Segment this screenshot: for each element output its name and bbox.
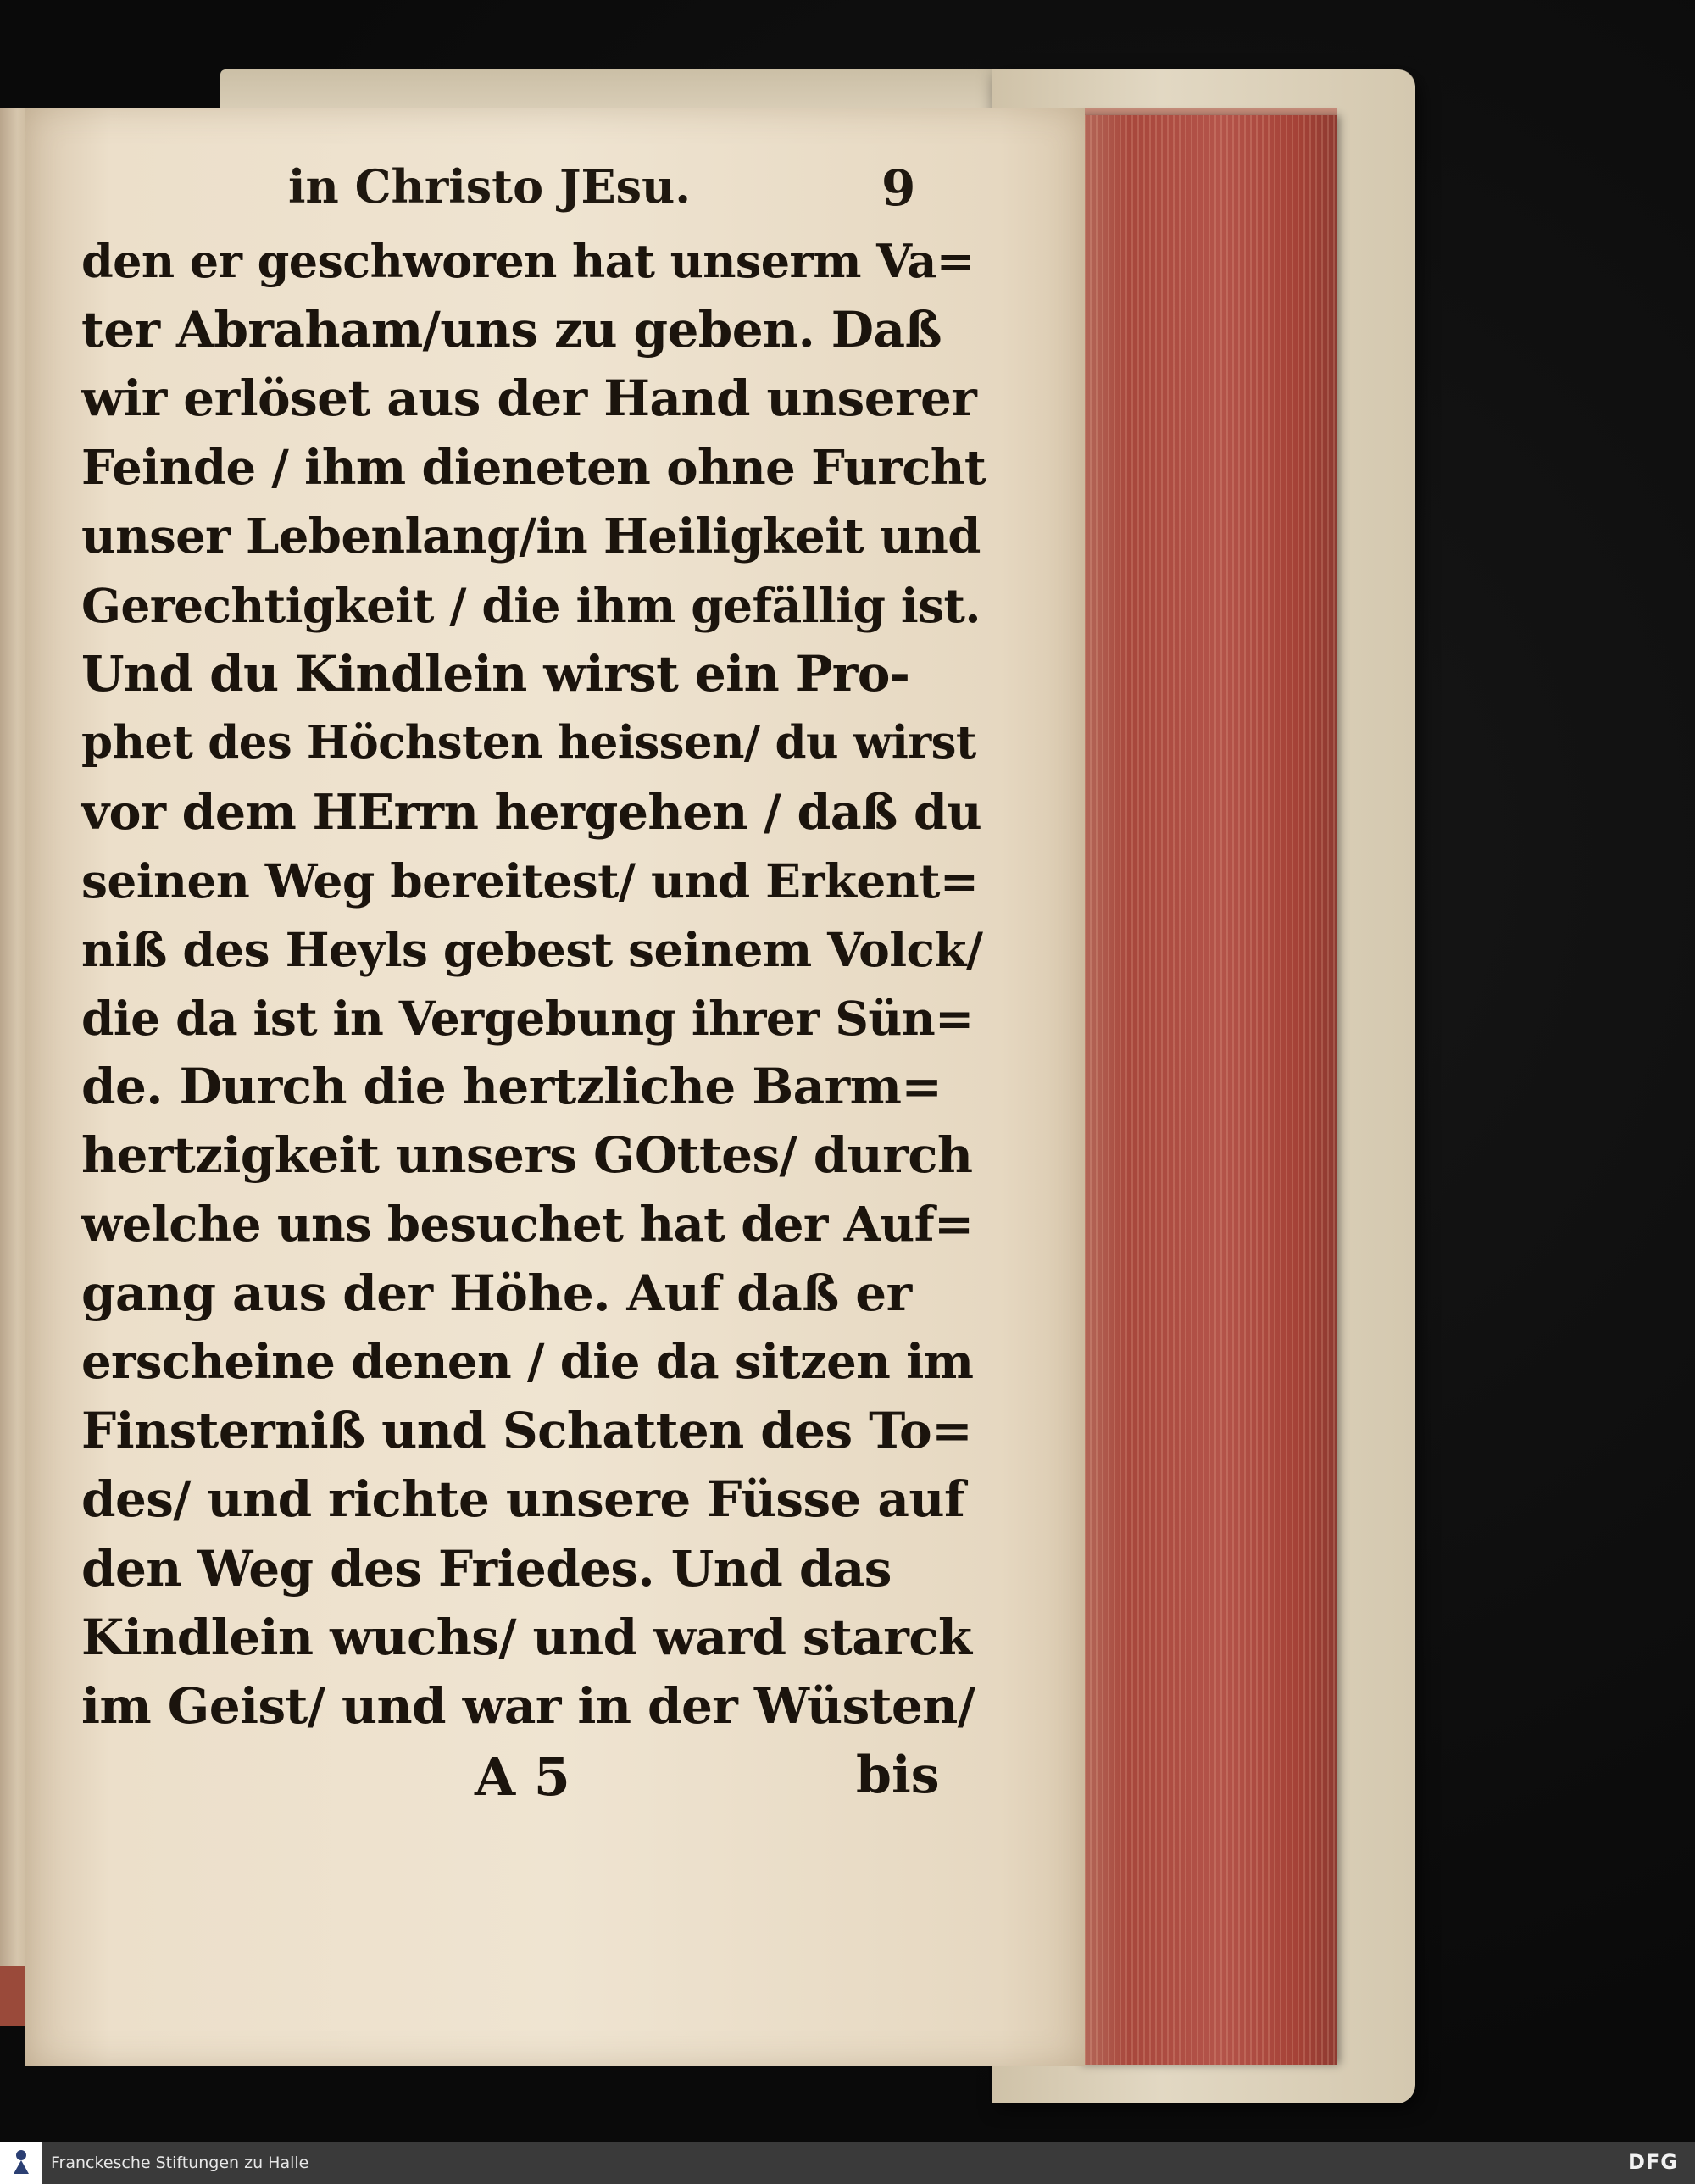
page-number: 9 <box>881 159 916 217</box>
text-line: vor dem HErrn hergehen / daß du <box>81 783 982 841</box>
text-line: im Geist/ und war in der Wüsten/ <box>81 1676 975 1735</box>
text-line: gang aus der Höhe. Auf daß er <box>81 1264 912 1322</box>
francke-logo-icon <box>12 2150 31 2176</box>
text-line: Und du Kindlein wirst ein Pro- <box>81 645 910 703</box>
text-line: hertzigkeit unsers GOttes/ durch <box>81 1126 973 1185</box>
text-line: ter Abraham/uns zu geben. Daß <box>81 301 942 359</box>
text-line: Feinde / ihm dieneten ohne Furcht <box>81 439 986 496</box>
text-line: welche uns besuchet hat der Auf= <box>81 1196 974 1253</box>
text-line: den er geschworen hat unserm Va= <box>81 234 975 288</box>
institution-logo[interactable] <box>0 2142 42 2184</box>
credit-bar <box>0 2142 1695 2184</box>
text-line: wir erlöset aus der Hand unserer <box>81 370 977 428</box>
facing-page-red-edge <box>0 1966 25 2026</box>
text-line: unser Lebenlang/in Heiligkeit und <box>81 508 981 564</box>
text-line: seinen Weg bereitest/ und Erkent= <box>81 853 979 909</box>
red-fore-edge <box>1078 115 1337 2065</box>
text-line: Finsterniß und Schatten des To= <box>81 1402 973 1460</box>
running-head: in Christo JEsu. <box>288 159 692 214</box>
text-block <box>81 227 986 1741</box>
text-line: de. Durch die hertzliche Barm= <box>81 1058 942 1116</box>
institution-name[interactable]: Franckesche Stiftungen zu Halle <box>51 2153 309 2172</box>
text-line: niß des Heyls gebest seinem Volck/ <box>81 921 983 977</box>
text-line: Gerechtigkeit / die ihm gefällig ist. <box>81 577 981 633</box>
text-line: erscheine denen / die da sitzen im <box>81 1334 974 1390</box>
signature-mark: A 5 <box>475 1746 570 1808</box>
text-line: phet des Höchsten heissen/ du wirst <box>81 716 976 770</box>
text-line: des/ und richte unsere Füsse auf <box>81 1470 965 1529</box>
text-line: den Weg des Friedes. Und das <box>81 1539 892 1598</box>
dfg-logo[interactable]: DFG <box>1627 2150 1678 2174</box>
text-line: Kindlein wuchs/ und ward starck <box>81 1608 972 1666</box>
text-line: die da ist in Vergebung ihrer Sün= <box>81 991 974 1047</box>
catchword: bis <box>856 1746 940 1805</box>
